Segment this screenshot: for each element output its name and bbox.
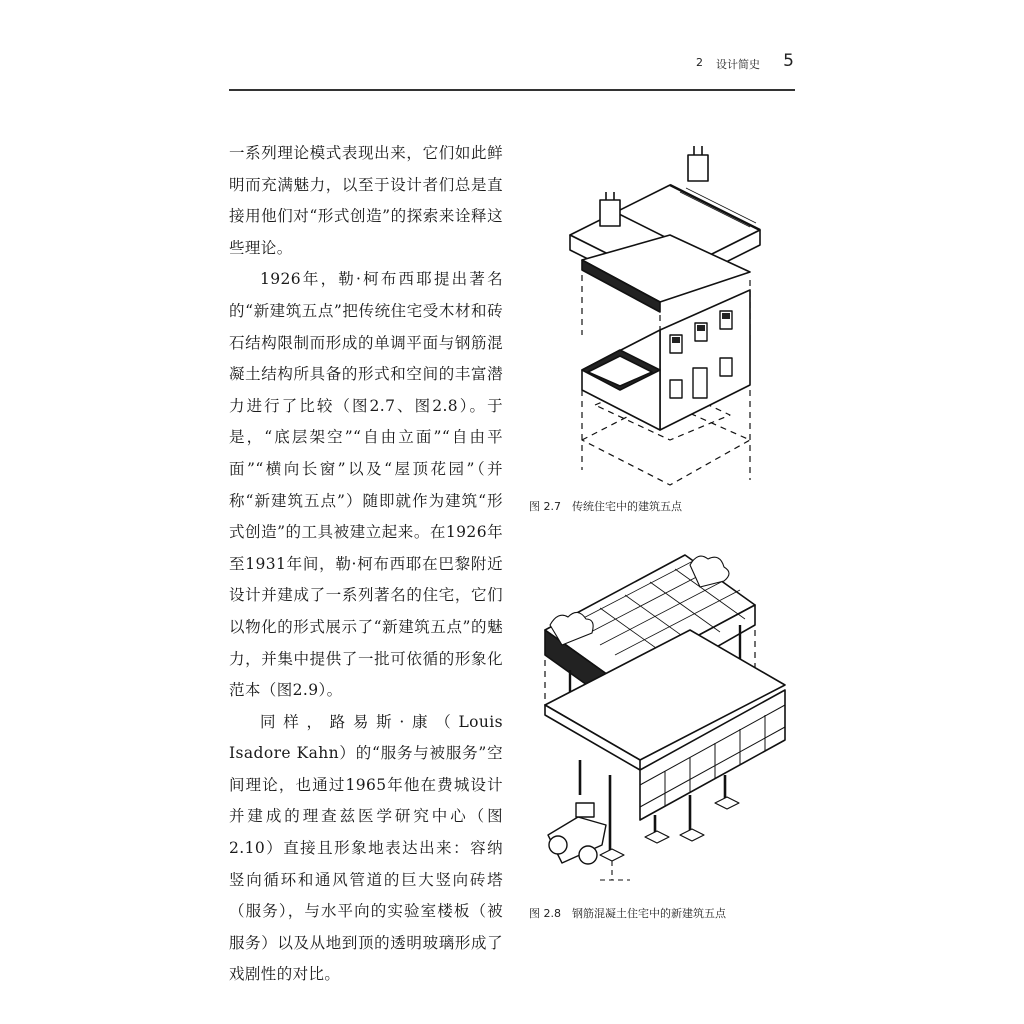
paragraph-1: 一系列理论模式表现出来，它们如此鲜明而充满魅力，以至于设计者们总是直接用他们对“形式创造”的探索来诠释这些理论。	[229, 144, 503, 257]
figure-modern-house	[540, 545, 790, 890]
page-number: 5	[783, 51, 794, 71]
chapter-number: 2	[696, 56, 703, 69]
figure-traditional-house	[560, 140, 770, 490]
paragraph-3: 同样，路易斯·康（Louis Isadore Kahn）的“服务与被服务”空间理论，也通过1965年他在费城设计并建成的理查兹医学研究中心（图2.10）直接且形象地表达出来：容纳竖向循环和通风管道的巨大竖向砖塔（服务），与水平向的实验室楼板（被服务）以及从地到顶的透明玻璃形成了戏剧性的对比。	[229, 712, 503, 984]
paragraph-2: 1926年，勒·柯布西耶提出著名的“新建筑五点”把传统住宅受木材和砖石结构限制而形成的单调平面与钢筋混凝土结构所具备的形式和空间的丰富潜力进行了比较（图2.7、图2.8）。于是，“底层架空”“自由立面”“自由平面”“横向长窗”以及“屋顶花园”（并称“新建筑五点”）随即就作为建筑“形式创造”的工具被建立起来。在1926年至1931年间，勒·柯布西耶在巴黎附近设计并建成了一系列著名的住宅，它们以物化的形式展示了“新建筑五点”的魅力，并集中提供了一批可依循的形象化范本（图2.9）。	[229, 270, 503, 700]
figure-caption-2-8: 图 2.8 钢筋混凝土住宅中的新建筑五点	[529, 907, 726, 920]
header-rule	[229, 89, 795, 91]
body-text	[229, 138, 503, 991]
running-head	[600, 52, 796, 76]
chapter-title: 设计简史	[716, 58, 760, 71]
figure-caption-2-7: 图 2.7 传统住宅中的建筑五点	[529, 500, 682, 513]
